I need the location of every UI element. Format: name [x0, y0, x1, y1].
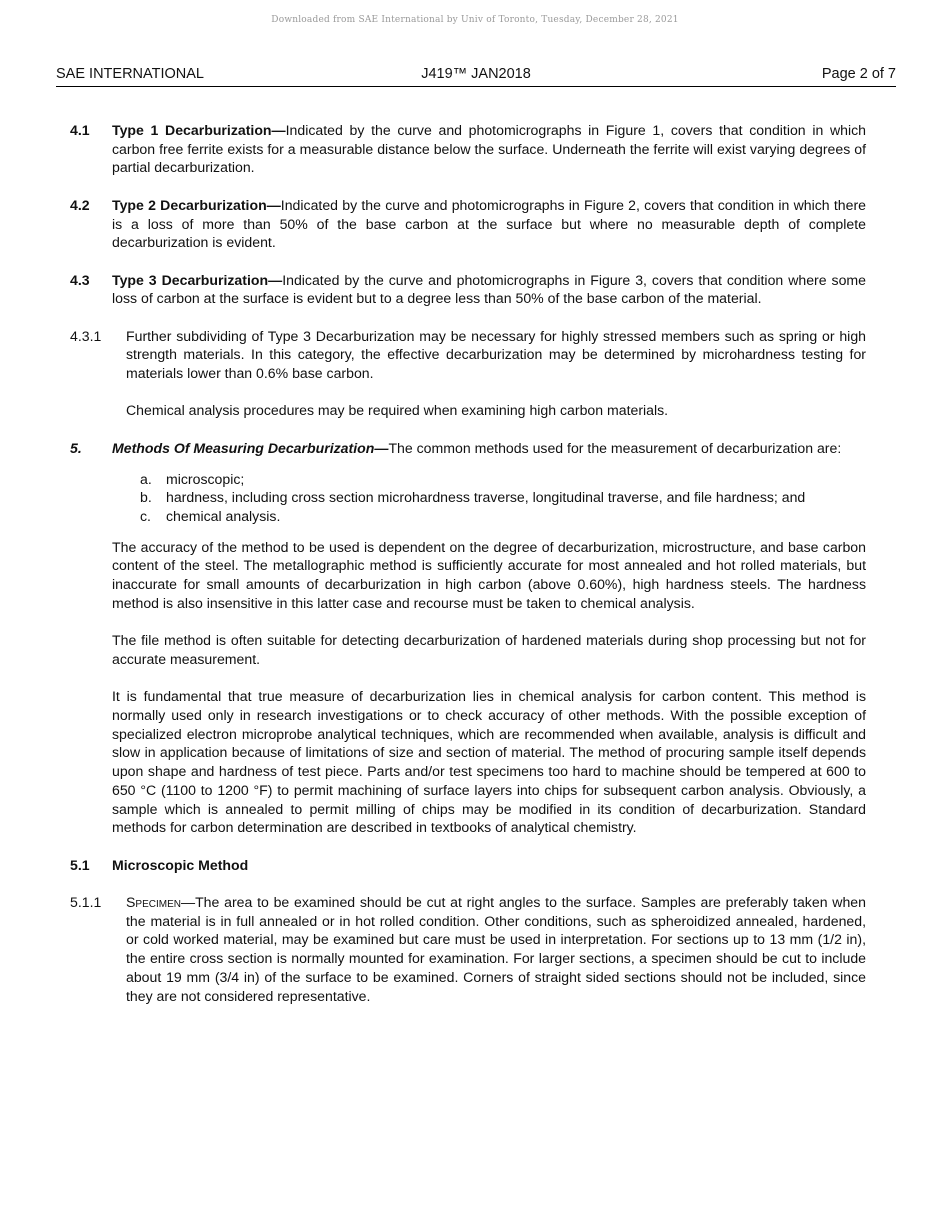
section-5 [70, 439, 866, 458]
header-page-number: Page 2 of 7 [821, 66, 896, 82]
section-title: Methods Of Measuring Decarburization— [112, 439, 389, 456]
list-item [140, 507, 866, 526]
section-title: Specimen [126, 893, 181, 910]
section-title: Type 2 Decarburization— [112, 196, 281, 213]
section-4-2 [70, 196, 866, 252]
section-text: Indicated by the curve and photomicrographs in Figure 2, covers that condition in which there is a loss of more than 50% of the base carbon at the surface but where no measurable depth of complete decarburization is evident. [112, 196, 866, 251]
section-text: —The area to be examined should be cut at right angles to the surface. Samples are preferably taken when the material is in full annealed or in hot rolled condition. Other conditions, such as spheroidized annealed, hardened, or cold worked material, may be examined but care must be used in interpretation. For sections up to 13 mm (1/2 in), the entire cross section is normally mounted for examination. For larger sections, a specimen should be cut to include about 19 mm (3/4 in) of the surface to be examined. Corners of straight sided sections should not be included, since they are not considered representative. [126, 893, 866, 1004]
section-body [112, 196, 866, 252]
section-text: The common methods used for the measurement of decarburization are: [388, 439, 842, 456]
section-title: Microscopic Method [112, 856, 249, 873]
list-text: chemical analysis. [166, 507, 281, 524]
header-publisher: SAE INTERNATIONAL [56, 66, 204, 82]
section-5-1-1 [70, 893, 866, 1005]
list-item [140, 488, 866, 507]
section-text: Indicated by the curve and photomicrographs in Figure 1, covers that condition in which carbon free ferrite exists for a measurable distance below the surface. Underneath the ferrite will exist varying degrees of partial decarburization. [112, 122, 866, 176]
list-label: a. [140, 470, 152, 487]
list-text: hardness, including cross section microhardness traverse, longitudinal traverse, and file hardness; and [166, 489, 806, 506]
section-body [112, 121, 866, 177]
section-body [126, 893, 866, 1005]
section-number: 5.1 [70, 856, 90, 873]
header-document-id: J419™ JAN2018 [421, 66, 531, 82]
list-item [140, 470, 866, 489]
section-number: 5. [70, 439, 82, 456]
section-number: 4.3 [70, 271, 90, 288]
download-watermark: Downloaded from SAE International by Univ of Toronto, Tuesday, December 28, 2021 [271, 15, 679, 25]
section-title: Type 3 Decarburization— [112, 271, 283, 288]
section-body [112, 271, 866, 308]
section-body [112, 439, 866, 458]
section-body: Further subdividing of Type 3 Decarburization may be necessary for highly stressed members such as spring or high strength materials. In this category, the effective decarburization may be determined by microhardness testing for materials lower than 0.6% base carbon. [126, 327, 866, 382]
section-5-paragraph-file-method: The file method is often suitable for detecting decarburization of hardened materials during shop processing but not for accurate measurement. [112, 632, 866, 667]
section-title: Type 1 Decarburization— [112, 122, 286, 138]
section-number: 4.1 [70, 122, 90, 138]
section-number: 4.3.1 [70, 327, 102, 344]
list-label: c. [140, 507, 151, 524]
section-5-paragraph-accuracy: The accuracy of the method to be used is dependent on the degree of decarburization, microstructure, and base carbon content of the steel. The metallographic method is sufficiently accurate for most annealed and hot rolled materials, but inaccurate for small amounts of decarburization in high carbon (above 0.60%), high hardness steels. The hardness method is also insensitive in this latter case and recourse must be taken to chemical analysis. [112, 538, 866, 611]
document-body [70, 121, 866, 1024]
section-5-paragraph-chemical: It is fundamental that true measure of decarburization lies in chemical analysis for carbon content. This method is normally used only in research investigations or to check accuracy of other methods. With the possible exception of specialized electron microprobe analytical techniques, which are recommended when available, analysis is difficult and slow in application because of limitations of size and section of material. The method of procuring sample itself depends upon shape and hardness of test piece. Parts and/or test specimens too hard to machine should be tempered at 600 to 650 °C (1100 to 1200 °F) to permit machining of surface layers into chips for subsequent carbon analysis. Obviously, a sample which is annealed to permit milling of chips may be modified in its condition of decarburization. Standard methods for carbon determination are described in textbooks of analytical chemistry. [112, 688, 866, 836]
section-text: Indicated by the curve and photomicrographs in Figure 3, covers that condition where some loss of carbon at the surface is evident but to a degree less than 50% of the base carbon of the material. [112, 271, 866, 307]
list-text: microscopic; [166, 470, 245, 487]
section-number: 5.1.1 [70, 893, 102, 910]
section-4-3-1-note: Chemical analysis procedures may be required when examining high carbon materials. [126, 402, 669, 419]
list-label: b. [140, 489, 152, 506]
page-header [56, 66, 896, 87]
section-4-3 [70, 271, 866, 308]
section-number: 4.2 [70, 196, 90, 213]
section-4-1 [70, 121, 866, 177]
section-4-3-1 [70, 327, 866, 383]
section-5-1 [70, 856, 866, 875]
methods-list [140, 470, 866, 526]
